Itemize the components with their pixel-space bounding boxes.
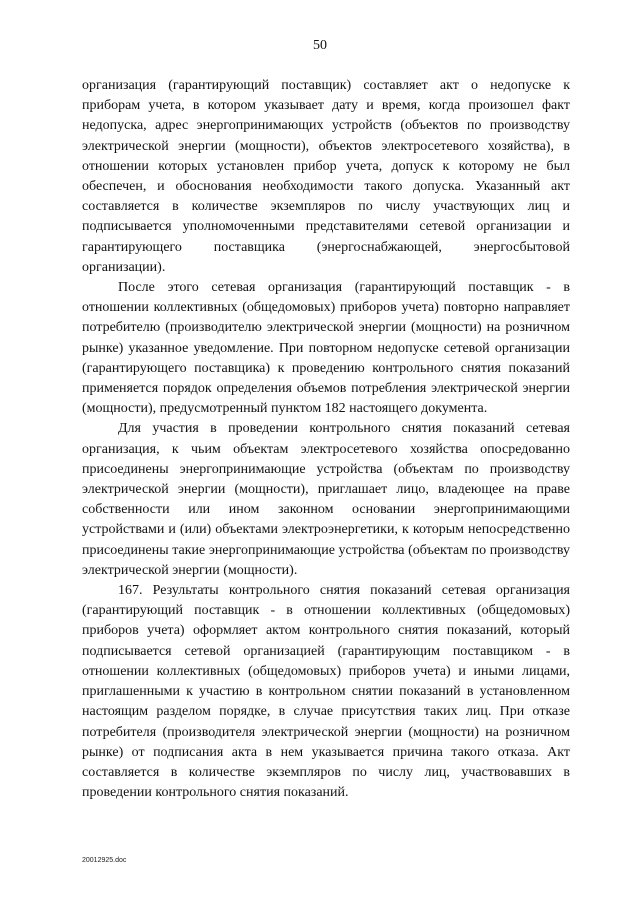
document-body [82,76,570,803]
paragraph-167-results: 167. Результаты контрольного снятия показаний сетевая организация (гарантирующий поставщик - в отношении коллективных (общедомовых) приборов учета) оформляет актом контрольного снятия показаний, который подписывается сетевой организацией (гарантирующим поставщиком - в отношении коллективных (общедомовых) приборов учета) и иными лицами, приглашенными к участию в контрольном снятии показаний в установленном настоящим разделом порядке, в случае присутствия таких лиц. При отказе потребителя (производителя электрической энергии (мощности) на розничном рынке) от подписания акта в нем указывается причина такого отказа. Акт составляется в количестве экземпляров по числу лиц, участвовавших в проведении контрольного снятия показаний. [82,583,570,801]
paragraph-participation: Для участия в проведении контрольного снятия показаний сетевая организация, к чьим объектам электросетевого хозяйства опосредованно присоединены энергопринимающие устройства (объектам по производству электрической энергии (мощности), приглашает лицо, владеющее на праве собственности или ином законном основании энергопринимающими устройствами и (или) объектами электроэнергетики, к которым непосредственно присоединены такие энергопринимающие устройства (объектам по производству электрической энергии (мощности). [82,421,570,578]
paragraph-continuation: организация (гарантирующий поставщик) составляет акт о недопуске к приборам учета, в котором указывает дату и время, когда произошел факт недопуска, адрес энергопринимающих устройств (объектов по производству электрической энергии (мощности), объектов электросетевого хозяйства), в отношении которых установлен прибор учета, допуск к которому не был обеспечен, и обоснования необходимости такого допуска. Указанный акт составляется в количестве экземпляров по числу участвующих лиц и подписывается уполномоченными представителями сетевой организации и гарантирующего поставщика (энергоснабжающей, энергосбытовой организации). [82,78,570,275]
footer-filename: 20012925.doc [82,857,127,864]
page-number: 50 [313,38,327,53]
paragraph-repeat-notice: После этого сетевая организация (гарантирующий поставщик - в отношении коллективных (общедомовых) приборов учета) повторно направляет потребителю (производителю электрической энергии (мощности) на розничном рынке) указанное уведомление. При повторном недопуске сетевой организации (гарантирующего поставщика) к проведению контрольного снятия показаний применяется порядок определения объемов потребления электрической энергии (мощности), предусмотренный пунктом 182 настоящего документа. [82,280,570,417]
